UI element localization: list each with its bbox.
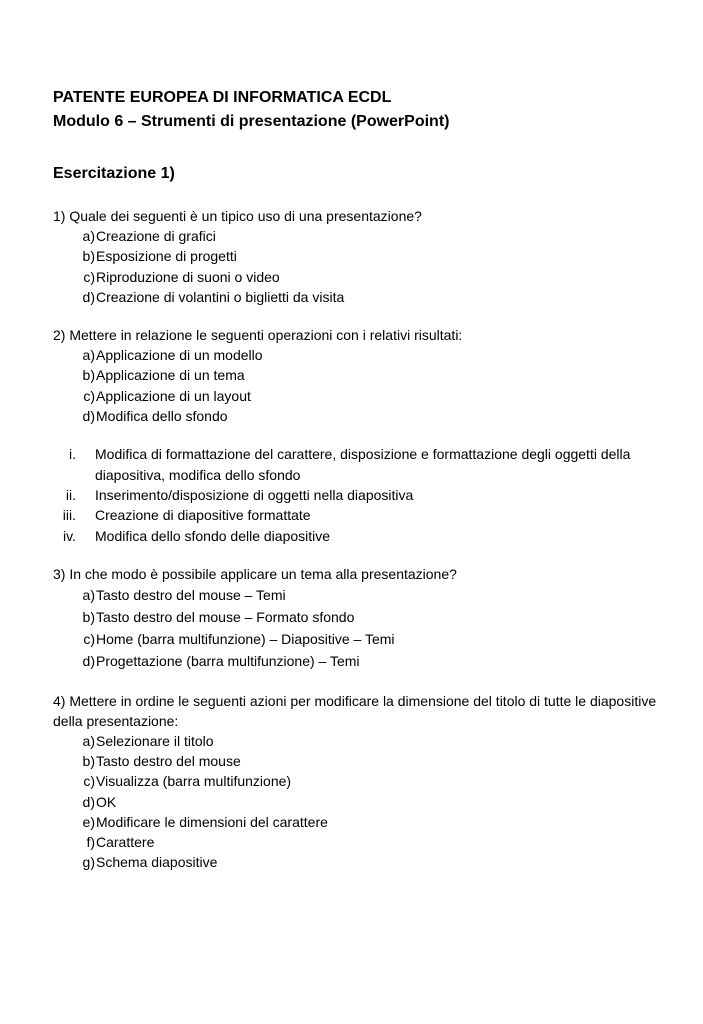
option-text: Carattere bbox=[96, 834, 155, 851]
option-text: Tasto destro del mouse – Formato sfondo bbox=[96, 609, 355, 626]
result-label: iv. bbox=[63, 527, 76, 544]
option-item bbox=[53, 406, 663, 426]
option-text: Home (barra multifunzione) – Diapositive – Temi bbox=[96, 631, 395, 648]
option-item bbox=[53, 751, 663, 771]
option-text: Creazione di volantini o biglietti da visita bbox=[96, 288, 345, 305]
question-2 bbox=[53, 325, 663, 546]
document-subtitle: Modulo 6 – Strumenti di presentazione (PowerPoint) bbox=[53, 113, 450, 130]
question-4 bbox=[53, 691, 663, 873]
option-label: b) bbox=[82, 609, 95, 626]
option-text: Esposizione di progetti bbox=[96, 248, 237, 265]
result-text: Modifica di formattazione del carattere, disposizione e formattazione degli oggetti della diapositiva, modifica dello sfondo bbox=[95, 446, 631, 483]
result-item bbox=[53, 444, 663, 485]
option-text: Selezionare il titolo bbox=[96, 732, 214, 749]
option-label: b) bbox=[82, 367, 95, 384]
option-label: d) bbox=[82, 653, 95, 670]
question-text: 4) Mettere in ordine le seguenti azioni per modificare la dimensione del titolo di tutte le diapositive della presentazione: bbox=[53, 692, 657, 729]
option-label: c) bbox=[83, 268, 95, 285]
option-item bbox=[53, 226, 663, 246]
question-text: 1) Quale dei seguenti è un tipico uso di una presentazione? bbox=[53, 208, 422, 224]
option-item bbox=[53, 792, 663, 812]
option-text: Applicazione di un modello bbox=[96, 347, 263, 364]
option-label: a) bbox=[82, 586, 95, 603]
option-item bbox=[53, 386, 663, 406]
option-item bbox=[53, 812, 663, 832]
exercise-heading: Esercitazione 1) bbox=[53, 165, 175, 182]
option-label: c) bbox=[83, 631, 95, 648]
option-text: Applicazione di un tema bbox=[96, 367, 245, 384]
option-item bbox=[53, 345, 663, 365]
option-label: b) bbox=[82, 752, 95, 769]
option-item bbox=[53, 731, 663, 751]
option-text: Schema diapositive bbox=[96, 854, 218, 871]
option-item bbox=[53, 606, 663, 628]
result-item bbox=[53, 526, 663, 546]
option-label: g) bbox=[82, 854, 95, 871]
result-item bbox=[53, 505, 663, 525]
document-title: PATENTE EUROPEA DI INFORMATICA ECDL bbox=[53, 89, 392, 106]
option-text: Tasto destro del mouse – Temi bbox=[96, 586, 286, 603]
option-item bbox=[53, 267, 663, 287]
option-text: Visualizza (barra multifunzione) bbox=[96, 773, 292, 790]
result-list bbox=[53, 444, 663, 545]
result-label: ii. bbox=[65, 486, 76, 503]
option-label: d) bbox=[82, 408, 95, 425]
option-label: a) bbox=[82, 732, 95, 749]
option-item bbox=[53, 365, 663, 385]
option-label: d) bbox=[82, 288, 95, 305]
result-label: iii. bbox=[62, 507, 76, 524]
option-list bbox=[53, 345, 663, 426]
result-item bbox=[53, 485, 663, 505]
option-item bbox=[53, 287, 663, 307]
option-item bbox=[53, 771, 663, 791]
option-list bbox=[53, 731, 663, 873]
question-text: 2) Mettere in relazione le seguenti operazioni con i relativi risultati: bbox=[53, 327, 463, 344]
option-label: a) bbox=[82, 347, 95, 364]
option-label: c) bbox=[83, 773, 95, 790]
document-page bbox=[53, 86, 663, 873]
option-label: a) bbox=[82, 228, 95, 244]
result-label: i. bbox=[69, 446, 76, 463]
option-item bbox=[53, 628, 663, 650]
result-text: Creazione di diapositive formattate bbox=[95, 507, 311, 524]
option-text: Modificare le dimensioni del carattere bbox=[96, 813, 328, 830]
option-list bbox=[53, 584, 663, 673]
option-item bbox=[53, 852, 663, 872]
option-text: Riproduzione di suoni o video bbox=[96, 268, 280, 285]
result-text: Modifica dello sfondo delle diapositive bbox=[95, 527, 331, 544]
option-item bbox=[53, 246, 663, 266]
option-text: Modifica dello sfondo bbox=[96, 408, 228, 425]
result-text: Inserimento/disposizione di oggetti nella diapositiva bbox=[95, 486, 414, 503]
option-label: f) bbox=[86, 834, 95, 851]
option-text: Creazione di grafici bbox=[96, 228, 216, 244]
option-label: b) bbox=[82, 248, 95, 265]
option-list bbox=[53, 226, 663, 307]
option-text: OK bbox=[96, 793, 117, 810]
question-3 bbox=[53, 564, 663, 673]
option-text: Progettazione (barra multifunzione) – Temi bbox=[96, 653, 360, 670]
question-1 bbox=[53, 206, 663, 307]
option-item bbox=[53, 584, 663, 606]
option-label: e) bbox=[82, 813, 95, 830]
option-text: Applicazione di un layout bbox=[96, 387, 251, 404]
option-label: d) bbox=[82, 793, 95, 810]
option-text: Tasto destro del mouse bbox=[96, 752, 241, 769]
option-label: c) bbox=[83, 387, 95, 404]
option-item bbox=[53, 832, 663, 852]
option-item bbox=[53, 650, 663, 672]
question-text: 3) In che modo è possibile applicare un tema alla presentazione? bbox=[53, 565, 457, 582]
